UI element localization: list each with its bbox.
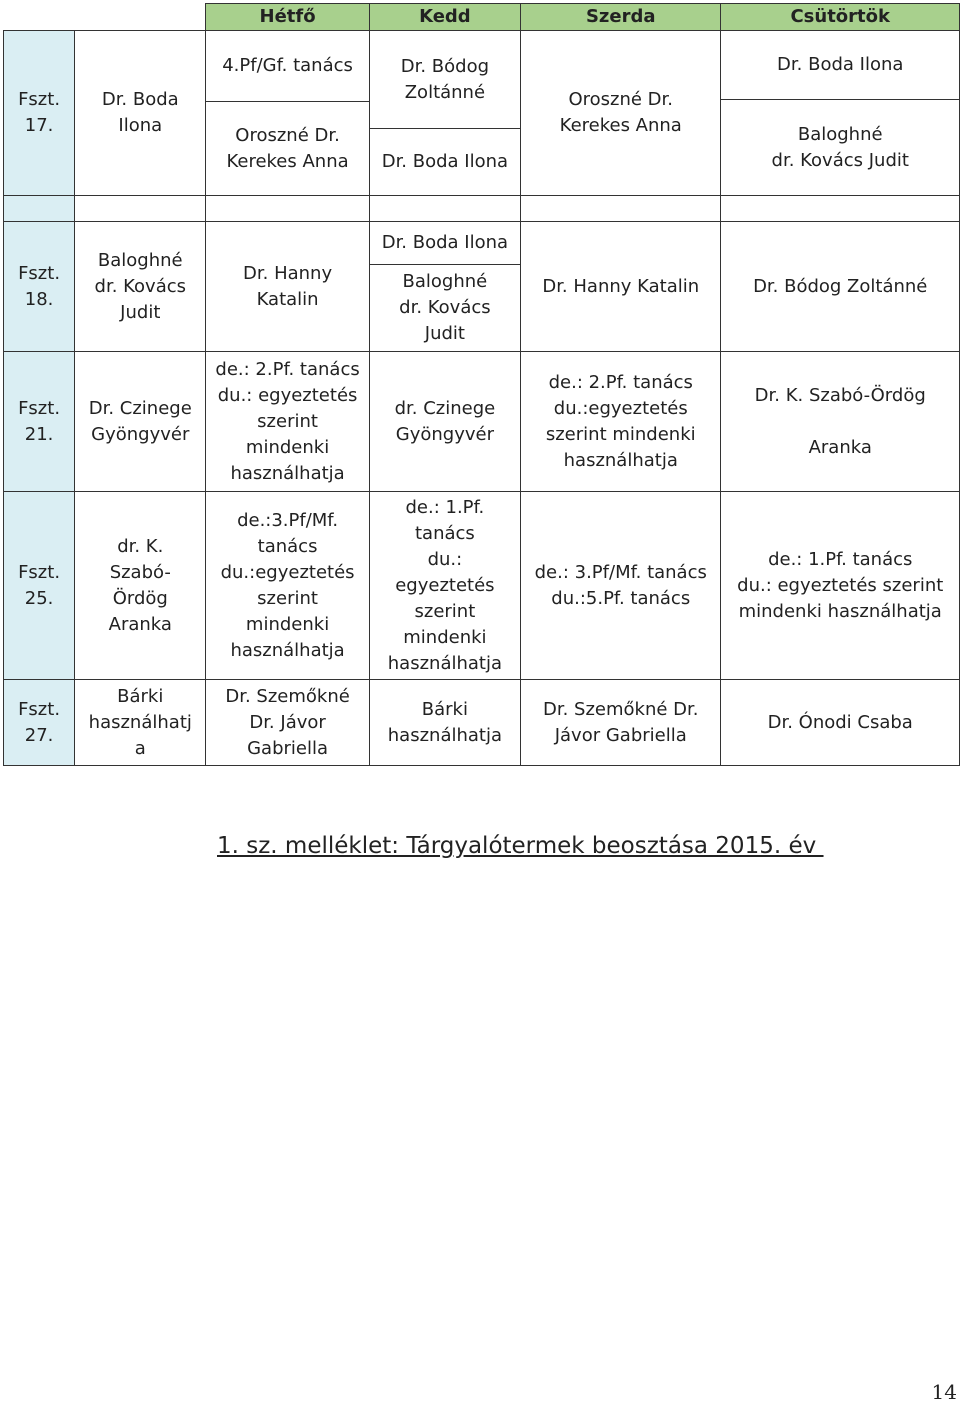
tuesday-cell [206, 31, 369, 196]
thursday-cell: de.: 3.Pf/Mf. tanács du.:5.Pf. tanács [521, 492, 721, 680]
split-bottom: Oroszné Dr. Kerekes Anna [226, 124, 349, 172]
monday-cell: Baloghné dr. Kovács Judit [75, 222, 206, 352]
thursday-cell: Dr. Szemőkné Dr. Jávor Gabriella [521, 680, 721, 766]
monday-cell: Dr. Czinege Gyöngyvér [75, 352, 206, 492]
thursday-cell: Dr. Hanny Katalin [521, 222, 721, 352]
split-top: Dr. Boda Ilona [370, 222, 520, 265]
split-top: Dr. Boda Ilona [721, 31, 959, 100]
spacer-cell [75, 196, 206, 222]
friday-cell [721, 31, 960, 196]
spacer-cell [521, 196, 721, 222]
header-monday: Hétfő [206, 4, 369, 31]
room-label: Fszt. 18. [4, 222, 75, 352]
monday-cell: dr. K. Szabó- Ördög Aranka [75, 492, 206, 680]
friday-cell: Dr. K. Szabó-Ördög Aranka [721, 352, 960, 492]
header-tuesday: Kedd [369, 4, 520, 31]
header-empty [4, 4, 75, 31]
spacer-cell [206, 196, 369, 222]
wednesday-cell: Bárki használhatja [369, 680, 520, 766]
wednesday-cell [369, 31, 520, 196]
tuesday-cell: Dr. Hanny Katalin [206, 222, 369, 352]
table-row [4, 680, 960, 766]
header-wednesday: Szerda [521, 4, 721, 31]
spacer-cell [369, 196, 520, 222]
spacer-cell [4, 196, 75, 222]
friday-cell: de.: 1.Pf. tanács du.: egyeztetés szerint mindenki használhatja [721, 492, 960, 680]
monday-cell: Dr. Boda Ilona [75, 31, 206, 196]
tuesday-cell: de.:3.Pf/Mf. tanács du.:egyeztetés szerint mindenki használhatja [206, 492, 369, 680]
split-bottom: Dr. Boda Ilona [381, 151, 509, 172]
friday-cell: Dr. Bódog Zoltánné [721, 222, 960, 352]
room-label: Fszt. 27. [4, 680, 75, 766]
schedule-table [3, 3, 960, 766]
split-bottom: Baloghné dr. Kovács Judit [771, 123, 909, 171]
table-row [4, 352, 960, 492]
header-thursday: Csütörtök [721, 4, 960, 31]
header-row [4, 4, 960, 31]
thursday-cell: de.: 2.Pf. tanács du.:egyeztetés szerint mindenki használhatja [521, 352, 721, 492]
split-bottom: Baloghné dr. Kovács Judit [399, 271, 491, 344]
friday-cell: Dr. Ónodi Csaba [721, 680, 960, 766]
room-label: Fszt. 17. [4, 31, 75, 196]
spacer-row [4, 196, 960, 222]
monday-cell: Bárki használhatj a [75, 680, 206, 766]
split-top: Dr. Bódog Zoltánné [370, 31, 520, 129]
spacer-cell [721, 196, 960, 222]
table-row [4, 222, 960, 352]
room-label: Fszt. 25. [4, 492, 75, 680]
split-top: 4.Pf/Gf. tanács [206, 31, 368, 102]
wednesday-cell: de.: 1.Pf. tanács du.: egyeztetés szerint mindenki használhatja [369, 492, 520, 680]
tuesday-cell: Dr. Szemőkné Dr. Jávor Gabriella [206, 680, 369, 766]
room-label: Fszt. 21. [4, 352, 75, 492]
wednesday-cell: dr. Czinege Gyöngyvér [369, 352, 520, 492]
page-number: 14 [931, 1380, 957, 1404]
document-caption: 1. sz. melléklet: Tárgyalótermek beosztása 2015. év [217, 833, 824, 859]
table-row [4, 492, 960, 680]
wednesday-cell [369, 222, 520, 352]
header-empty-2 [75, 4, 206, 31]
table-row [4, 31, 960, 196]
tuesday-cell: de.: 2.Pf. tanács du.: egyeztetés szerint mindenki használhatja [206, 352, 369, 492]
thursday-cell: Oroszné Dr. Kerekes Anna [521, 31, 721, 196]
